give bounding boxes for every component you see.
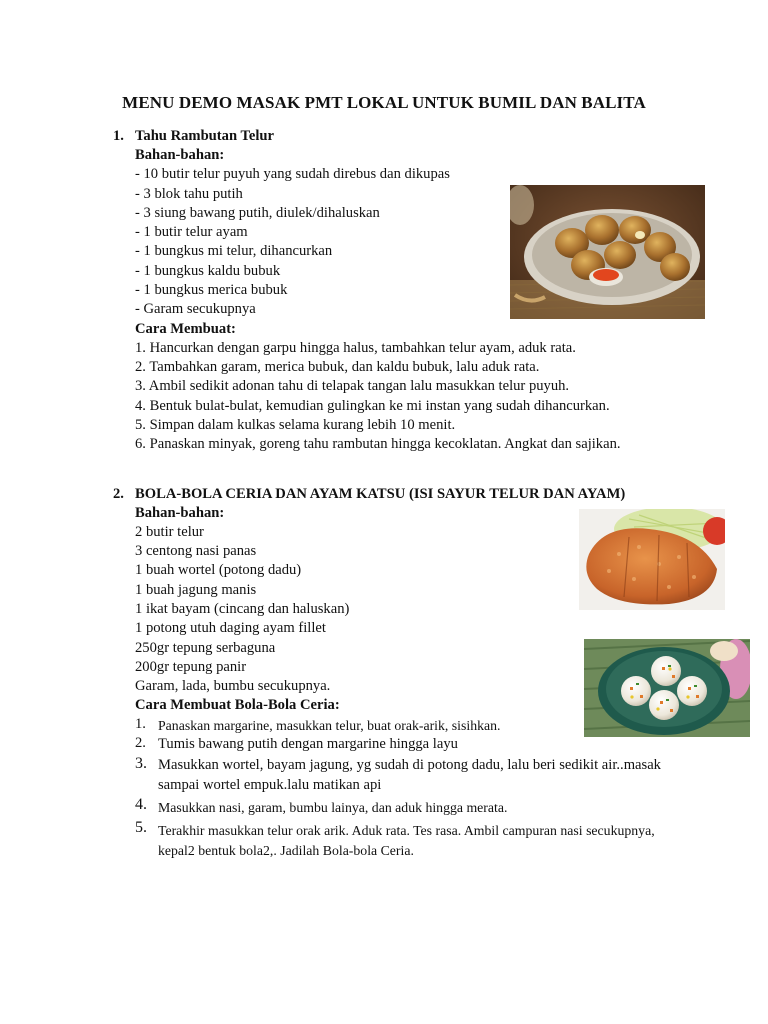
ingredients-heading: Bahan-bahan: bbox=[135, 147, 225, 163]
recipe-name: BOLA-BOLA CERIA DAN AYAM KATSU (ISI SAYUR TELUR DAN AYAM) bbox=[135, 486, 626, 502]
step-item: 4. Bentuk bulat-bulat, kemudian gulingkan ke mi instan yang sudah dihancurkan. bbox=[135, 398, 610, 414]
recipe-number: 2. bbox=[113, 486, 124, 502]
ayam-katsu-photo bbox=[579, 509, 725, 610]
ingredient-item: 1 potong utuh daging ayam fillet bbox=[135, 620, 326, 636]
step-number: 4. bbox=[135, 796, 147, 813]
ingredient-item: 3 centong nasi panas bbox=[135, 543, 257, 559]
step-item: 6. Panaskan minyak, goreng tahu rambutan hingga kecoklatan. Angkat dan sajikan. bbox=[135, 436, 621, 452]
step-item: 1. Hancurkan dengan garpu hingga halus, tambahkan telur ayam, aduk rata. bbox=[135, 340, 576, 356]
step-item: Masukkan nasi, garam, bumbu lainya, dan aduk hingga merata. bbox=[158, 800, 508, 815]
ingredients-heading: Bahan-bahan: bbox=[135, 505, 225, 521]
ingredient-item: - 10 butir telur puyuh yang sudah direbus dan dikupas bbox=[135, 166, 450, 182]
recipe-name: Tahu Rambutan Telur bbox=[135, 128, 274, 144]
ingredient-item: 250gr tepung serbaguna bbox=[135, 640, 276, 656]
ingredient-item: 1 buah jagung manis bbox=[135, 582, 257, 598]
ingredient-item: - 1 bungkus kaldu bubuk bbox=[135, 263, 281, 279]
step-number: 3. bbox=[135, 755, 147, 772]
ingredient-item: - 3 siung bawang putih, diulek/dihaluskan bbox=[135, 205, 380, 221]
step-item: 3. Ambil sedikit adonan tahu di telapak tangan lalu masukkan telur puyuh. bbox=[135, 378, 570, 394]
ingredient-item: 2 butir telur bbox=[135, 524, 204, 540]
steps-heading: Cara Membuat Bola-Bola Ceria: bbox=[135, 697, 340, 713]
ingredient-item: 1 ikat bayam (cincang dan haluskan) bbox=[135, 601, 350, 617]
bola-bola-ceria-photo bbox=[584, 639, 750, 737]
page-title: MENU DEMO MASAK PMT LOKAL UNTUK BUMIL DAN BALITA bbox=[122, 93, 646, 112]
step-item: Panaskan margarine, masukkan telur, buat orak-arik, sisihkan. bbox=[158, 718, 501, 733]
step-number: 2. bbox=[135, 735, 146, 751]
recipe-number: 1. bbox=[113, 128, 124, 144]
step-item: 2. Tambahkan garam, merica bubuk, dan kaldu bubuk, lalu aduk rata. bbox=[135, 359, 540, 375]
ingredient-item: - 3 blok tahu putih bbox=[135, 186, 243, 202]
ingredient-item: - 1 bungkus merica bubuk bbox=[135, 282, 288, 298]
ingredient-item: 1 buah wortel (potong dadu) bbox=[135, 562, 302, 578]
steps-heading: Cara Membuat: bbox=[135, 321, 236, 337]
step-item: Masukkan wortel, bayam jagung, yg sudah di potong dadu, lalu beri sedikit air..masak bbox=[158, 757, 661, 773]
ingredient-item: - Garam secukupnya bbox=[135, 301, 256, 317]
step-item: Tumis bawang putih dengan margarine hingga layu bbox=[158, 736, 458, 752]
step-number: 5. bbox=[135, 819, 147, 836]
ingredient-item: - 1 bungkus mi telur, dihancurkan bbox=[135, 243, 333, 259]
step-item: Terakhir masukkan telur orak arik. Aduk rata. Tes rasa. Ambil campuran nasi secukupnya, bbox=[158, 823, 655, 838]
ingredient-item: - 1 butir telur ayam bbox=[135, 224, 248, 240]
ingredient-item: Garam, lada, bumbu secukupnya. bbox=[135, 678, 331, 694]
step-item: 5. Simpan dalam kulkas selama kurang lebih 10 menit. bbox=[135, 417, 456, 433]
ingredient-item: 200gr tepung panir bbox=[135, 659, 247, 675]
step-item-continued: sampai wortel empuk.lalu matikan api bbox=[158, 777, 382, 793]
step-item-continued: kepal2 bentuk bola2,. Jadilah Bola-bola Ceria. bbox=[158, 843, 414, 858]
tahu-rambutan-photo bbox=[510, 185, 705, 319]
step-number: 1. bbox=[135, 716, 146, 732]
